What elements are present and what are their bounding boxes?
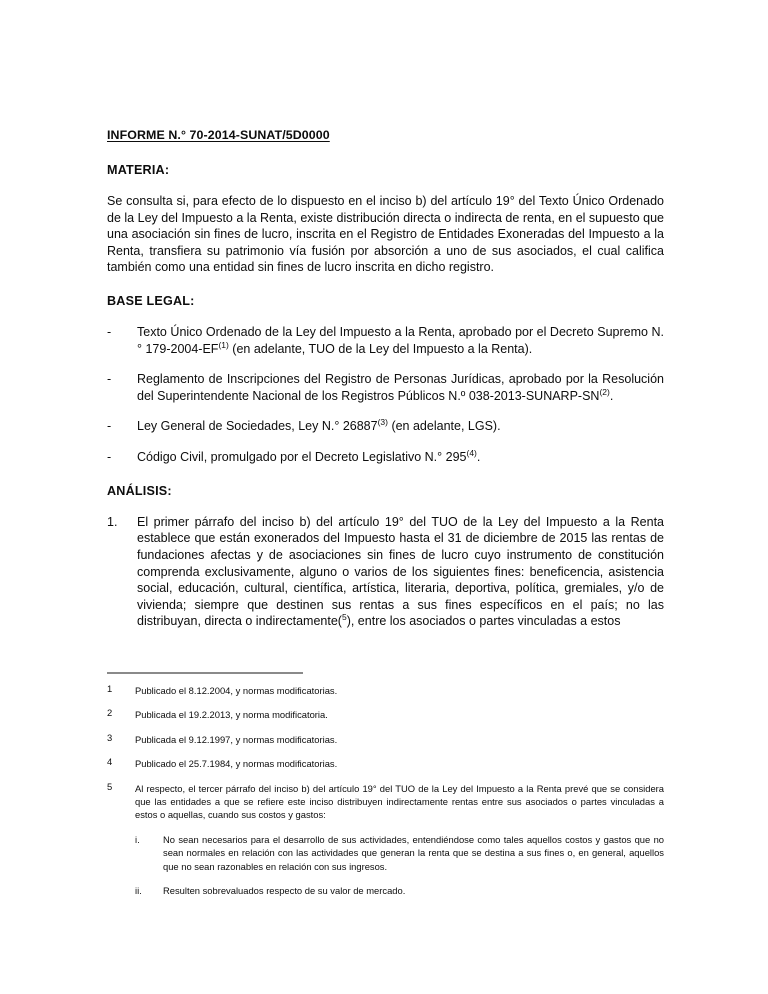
item-text-before: Código Civil, promulgado por el Decreto Legislativo N.° 295 <box>137 450 467 465</box>
subitem-text: No sean necesarios para el desarrollo de sus actividades, entendiéndose como tales aquellos costos y gastos que no sean normales en relación con las actividades que generan la renta que se destina a sus fines o, en general, aquellos que no sean razonables en relación con sus ingresos. <box>163 833 664 872</box>
base-legal-item <box>107 324 664 357</box>
item-text-after: ), entre los asociados o partes vinculadas a estos <box>346 614 621 629</box>
item-text-before: Reglamento de Inscripciones del Registro de Personas Jurídicas, aprobado por la Resolución del Superintendente Nacional de los Registros Públicos N.º 038-2013-SUNARP-SN <box>137 372 664 403</box>
footnote-text: Publicado el 25.7.1984, y normas modificatorias. <box>135 758 338 770</box>
footnote-ref-4[interactable]: (4) <box>466 447 477 458</box>
subitem-marker: i. <box>135 833 140 845</box>
footnote-body <box>135 782 664 898</box>
footnote-marker <box>107 684 135 697</box>
footnote-entry <box>107 782 664 898</box>
item-text-after: (en adelante, LGS). <box>387 419 501 434</box>
base-legal-item-text <box>137 418 664 435</box>
analisis-list <box>107 514 664 630</box>
base-legal-item <box>107 449 664 466</box>
footnote-subitem <box>135 833 664 873</box>
footnote-entry <box>107 684 664 697</box>
materia-paragraph: Se consulta si, para efecto de lo dispuesto en el inciso b) del artículo 19° del Texto Único Ordenado de la Ley del Impuesto a la Renta, existe distribución directa o indirecta de renta, en el supuesto que una asociación sin fines de lucro, inscrita en el Registro de Entidades Exoneradas del Impuesto a la Renta, transfiera su patrimonio vía fusión por absorción a uno de sus asociados, el cual califica también como una entidad sin fines de lucro inscrita en dicho registro. <box>107 193 664 275</box>
list-bullet-marker: - <box>107 419 112 434</box>
analisis-item-text <box>137 514 664 630</box>
footnote-marker <box>107 782 135 795</box>
footnote-marker <box>107 757 135 770</box>
subitem-marker: ii. <box>135 885 142 897</box>
footnote-number: 5 <box>107 780 113 792</box>
footnote-text: Publicada el 9.12.1997, y normas modificatorias. <box>135 733 338 745</box>
footnote-ref-5[interactable]: 5 <box>341 612 347 623</box>
document-body <box>107 128 664 630</box>
footnote-marker <box>107 733 135 746</box>
footnote-number: 3 <box>107 731 113 743</box>
footnote-entry <box>107 708 664 721</box>
footnote-text: Publicada el 19.2.2013, y norma modificatoria. <box>135 709 328 721</box>
footnote-ref-2[interactable]: (2) <box>599 386 610 397</box>
footnote-entry <box>107 757 664 770</box>
footnote-number: 1 <box>107 683 113 694</box>
section-heading-materia: MATERIA: <box>107 162 170 177</box>
base-legal-list <box>107 324 664 466</box>
list-bullet-marker: - <box>107 450 112 465</box>
base-legal-item <box>107 371 664 404</box>
document-title: INFORME N.° 70-2014-SUNAT/5D0000 <box>107 128 330 142</box>
base-legal-item <box>107 418 664 435</box>
footnote-entry <box>107 733 664 746</box>
footnote-separator-rule <box>107 672 303 674</box>
item-text-before: Ley General de Sociedades, Ley N.° 26887 <box>137 419 378 434</box>
footnote-number: 4 <box>107 756 113 768</box>
item-text-before: El primer párrafo del inciso b) del artículo 19° del TUO de la Ley del Impuesto a la Renta establece que están exonerados del Impuesto hasta el 31 de diciembre de 2015 las rentas de fundaciones afectas y de asociaciones sin fines de lucro cuyo instrumento de constitución comprenda exclusivamente, alguno o varios de los siguientes fines: beneficencia, asistencia social, educación, cultural, científica, artística, literaria, deportiva, política, gremiales, y/o de vivienda; siempre que destinen sus rentas a sus fines específicos en el país; no las distribuyan, directa o indirectamente( <box>137 514 664 629</box>
section-heading-analisis: ANÁLISIS: <box>107 483 172 498</box>
item-text-after: (en adelante, TUO de la Ley del Impuesto a la Renta). <box>228 341 533 356</box>
footnote-ref-3[interactable]: (3) <box>377 417 388 428</box>
section-heading-base-legal: BASE LEGAL: <box>107 293 195 308</box>
analisis-item <box>107 514 664 630</box>
item-text-after: . <box>476 450 481 465</box>
base-legal-item-text <box>137 371 664 404</box>
footnote-number: 2 <box>107 707 113 719</box>
footnote-area <box>107 672 664 908</box>
footnote-ref-1[interactable]: (1) <box>218 339 229 350</box>
base-legal-item-text <box>137 324 664 357</box>
footnote-marker <box>107 708 135 721</box>
footnote-subitem <box>135 884 664 897</box>
footnote-subitem-list <box>135 833 664 898</box>
list-number-marker: 1. <box>107 514 118 529</box>
base-legal-item-text <box>137 449 664 466</box>
item-text-before: Texto Único Ordenado de la Ley del Impuesto a la Renta, aprobado por el Decreto Supremo N.° 179-2004-EF <box>137 325 664 356</box>
subitem-text: Resulten sobrevaluados respecto de su valor de mercado. <box>163 885 406 897</box>
item-text-after: . <box>609 388 614 403</box>
footnote-text: Publicado el 8.12.2004, y normas modificatorias. <box>135 685 338 696</box>
list-bullet-marker: - <box>107 372 112 387</box>
list-bullet-marker: - <box>107 325 112 340</box>
footnote-text: Al respecto, el tercer párrafo del inciso b) del artículo 19° del TUO de la Ley del Impuesto a la Renta prevé que se considera que las entidades a que se refiere este inciso distribuyen indirectamente rentas entre sus asociados o partes vinculadas a estos o aquellas, cuando sus costos y gastos: <box>135 782 664 821</box>
